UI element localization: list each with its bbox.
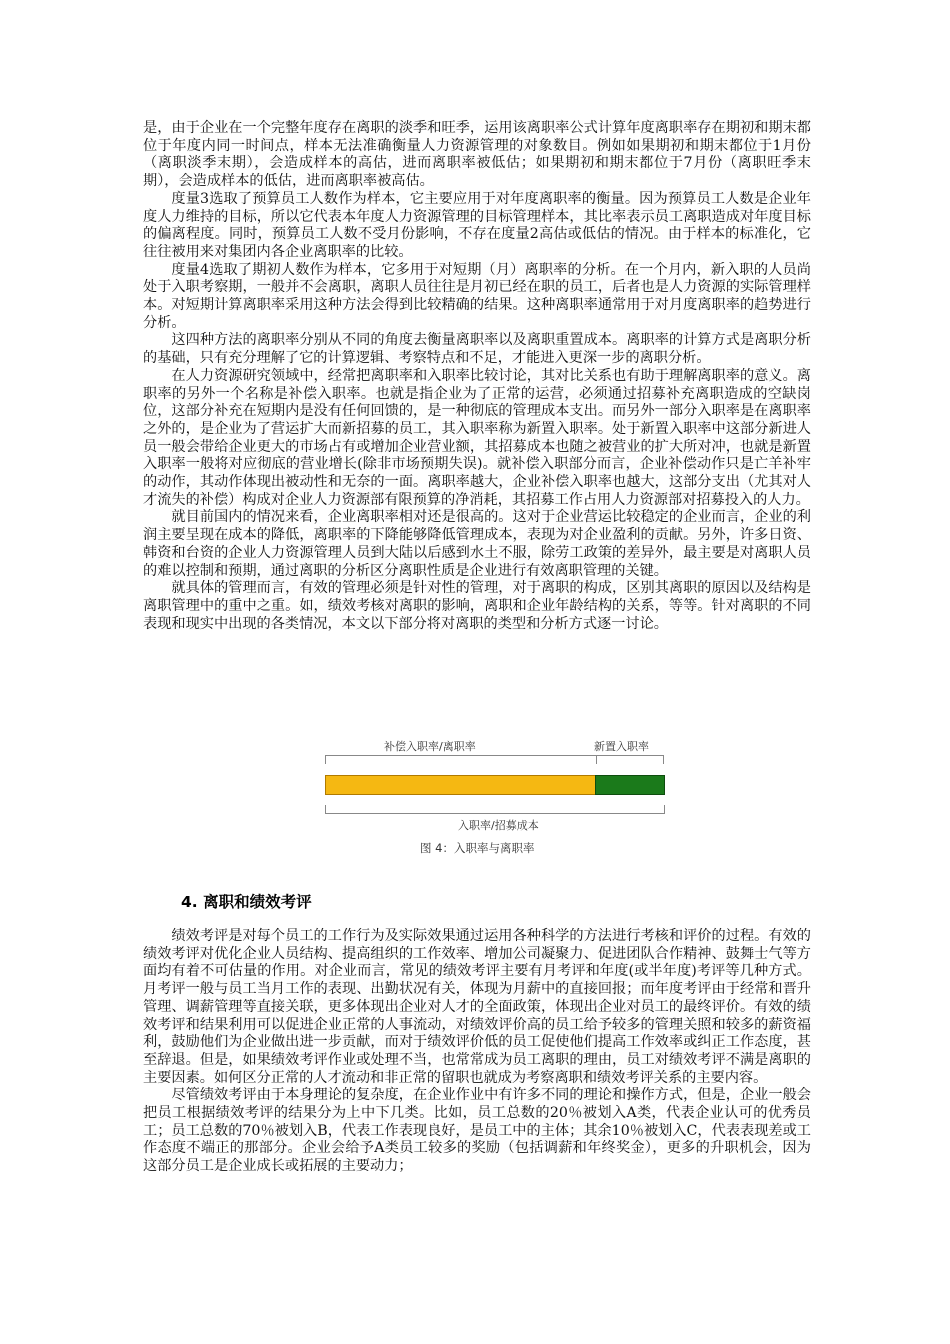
paragraph: 是，由于企业在一个完整年度存在离职的淡季和旺季，运用该离职率公式计算年度离职率存在期初和期末都位于年度内同一时间点，样本无法准确衡量人力资源管理的对象数目。例如如果期初和期末都位于1月份（离职淡季末期），会造成样本的高估，进而离职率被低估；如果期初和期末都位于7月份（离职旺季末期），会造成样本的低估，进而离职率被高估。 — [143, 120, 811, 190]
paragraph: 在人力资源研究领域中，经常把离职率和入职率比较讨论，其对比关系也有助于理解离职率的意义。离职率的另外一个名称是补偿入职率。也就是指企业为了正常的运营，必须通过招募补充离职造成的空缺岗位，这部分补充在短期内是没有任何回馈的，是一种彻底的管理成本支出。而另外一部分入职率是在离职率之外的，是企业为了营运扩大而新招募的员工，其入职率称为新置入职率。处于新置入职率中这部分新进人员一般会带给企业更大的市场占有或增加企业营业额，其招募成本也随之被营业的扩大所对冲，也就是新置入职率一般将对应彻底的营业增长(除非市场预期失误)。就补偿入职部分而言，企业补偿动作只是亡羊补牢的动作，其动作体现出被动性和无奈的一面。离职率越大，企业补偿入职率也越大，这部分支出（尤其对人才流失的补偿）构成对企业人力资源部有限预算的净消耗，其招募工作占用人力资源部对招募投入的人力。 — [143, 367, 811, 508]
figure-caption: 图 4：入职率与离职率 — [420, 841, 535, 855]
section-heading: 4. 离职和绩效考评 — [181, 893, 312, 911]
compensation-bar — [325, 775, 597, 795]
recruitment-cost-label: 入职率/招募成本 — [458, 819, 539, 832]
new-hire-bar — [595, 775, 665, 795]
top-right-bracket — [595, 755, 664, 764]
paragraph: 度量3选取了预算员工人数作为样本，它主要应用于对年度离职率的衡量。因为预算员工人数是企业年度人力维持的目标，所以它代表本年度人力资源管理的目标管理样本，其比率表示员工离职造成对年度目标的偏离程度。同时，预算员工人数不受月份影响，不存在度量2高估或低估的情况。由于样本的标准化，它往往被用来对集团内各企业离职率的比较。 — [143, 190, 811, 260]
bottom-bracket — [325, 805, 665, 814]
compensation-rate-label: 补偿入职率/离职率 — [384, 740, 476, 753]
paragraph: 尽管绩效考评由于本身理论的复杂度，在企业作业中有许多不同的理论和操作方式，但是，企业一般会把员工根据绩效考评的结果分为上中下几类。比如，员工总数的20％被划入A类，代表企业认可的优秀员工；员工总数的70％被划入B，代表工作表现良好，是员工中的主体；其余10％被划入C，代表表现差或工作态度不端正的那部分。企业会给予A类员工较多的奖励（包括调薪和年终奖金），更多的升职机会，因为这部分员工是企业成长或拓展的主要动力； — [143, 1087, 811, 1175]
paragraph: 就具体的管理而言，有效的管理必须是针对性的管理，对于离职的构成，区别其离职的原因以及结构是离职管理中的重中之重。如，绩效考核对离职的影响，离职和企业年龄结构的关系，等等。针对离职的不同表现和现实中出现的各类情况，本文以下部分将对离职的类型和分析方式逐一讨论。 — [143, 580, 811, 632]
new-hire-rate-label: 新置入职率 — [594, 740, 649, 753]
body-text-top — [143, 120, 811, 633]
paragraph: 绩效考评是对每个员工的工作行为及实际效果通过运用各种科学的方法进行考核和评价的过程。有效的绩效考评对优化企业人员结构、提高组织的工作效率、增加公司凝聚力、促进团队合作精神、鼓舞士气等方面均有着不可估量的作用。对企业而言，常见的绩效考评主要有月考评和年度(或半年度)考评等几种方式。月考评一般与员工当月工作的表现、出勤状况有关，体现为月薪中的直接回报；而年度考评由于经常和晋升管理、调薪管理等直接关联，更多体现出企业对人才的全面政策，体现出企业对员工的最终评价。有效的绩效考评和结果利用可以促进企业正常的人事流动，对绩效评价高的员工给予较多的管理关照和较多的薪资福利，鼓励他们为企业做出进一步贡献，而对于绩效评价低的员工促使他们提高工作效率或纠正工作态度，甚至辞退。但是，如果绩效考评作业或处理不当，也常常成为员工离职的理由，员工对绩效考评不满是离职的主要因素。如何区分正常的人才流动和非正常的留职也就成为考察离职和绩效考评关系的主要内容。 — [143, 928, 811, 1086]
top-left-bracket — [325, 755, 597, 764]
paragraph: 就目前国内的情况来看，企业离职率相对还是很高的。这对于企业营运比较稳定的企业而言，企业的利润主要呈现在成本的降低，离职率的下降能够降低管理成本，表现为对企业盈利的贡献。另外，许多日资、韩资和台资的企业人力资源管理人员到大陆以后感到水土不服，除劳工政策的差异外，最主要是对离职人员的难以控制和预期，通过离职的分析区分离职性质是企业进行有效离职管理的关键。 — [143, 509, 811, 579]
paragraph: 度量4选取了期初人数作为样本，它多用于对短期（月）离职率的分析。在一个月内，新入职的人员尚处于入职考察期，一般并不会离职，离职人员往往是月初已经在职的员工，后者也是人力资源的实际管理样本。对短期计算离职率采用这种方法会得到比较精确的结果。这种离职率通常用于对月度离职率的趋势进行分析。 — [143, 261, 811, 331]
paragraph: 这四种方法的离职率分别从不同的角度去衡量离职率以及离职重置成本。离职率的计算方式是离职分析的基础，只有充分理解了它的计算逻辑、考察特点和不足，才能进入更深一步的离职分析。 — [143, 332, 811, 367]
body-text-bottom — [143, 928, 811, 1176]
